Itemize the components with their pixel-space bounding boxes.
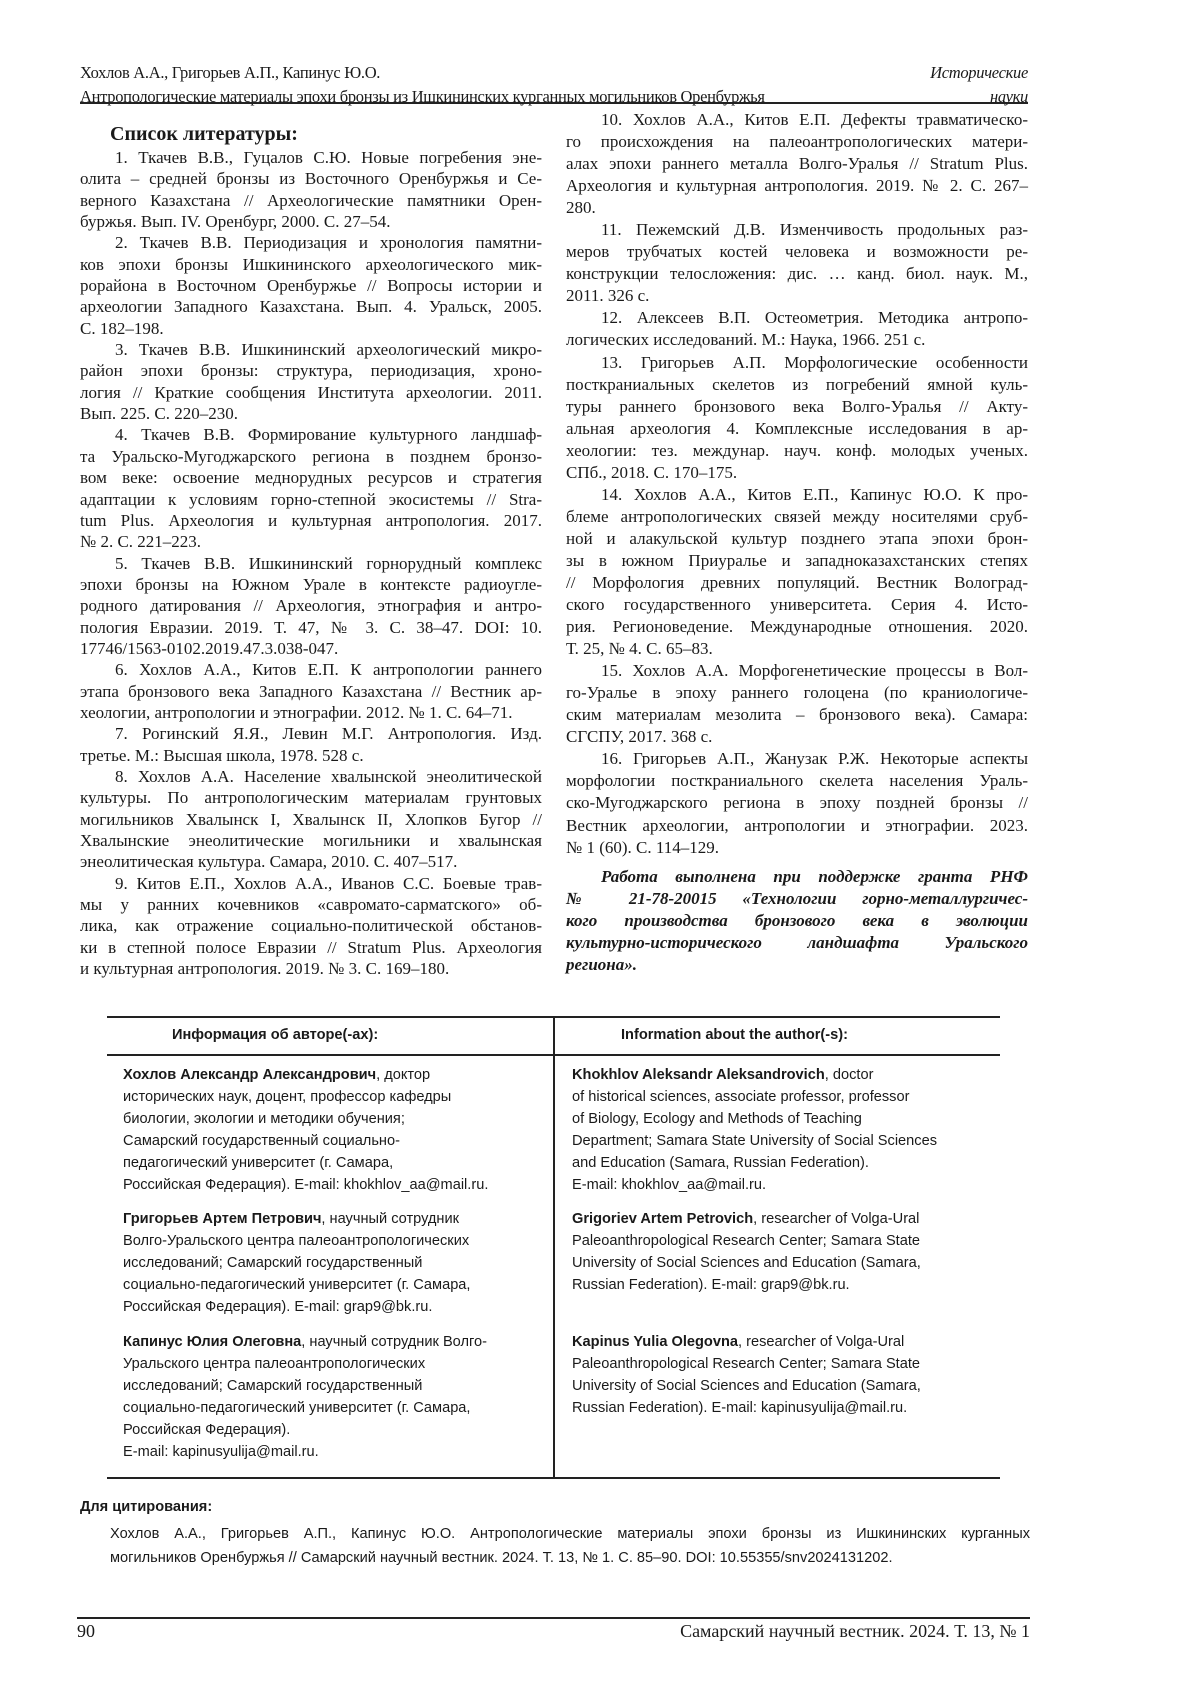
reference-line: хеологии: тез. междунар. науч. конф. молодых ученых. xyxy=(566,440,1028,462)
author-info-line xyxy=(123,1296,470,1318)
author-info-text: , доктор xyxy=(376,1067,430,1083)
author-info-line xyxy=(572,1331,921,1353)
reference-line: эпохи бронзы на Южном Урале в контексте радиоугле- xyxy=(80,574,542,595)
author-name: Khokhlov Aleksandr Aleksandrovich xyxy=(572,1067,825,1083)
grant-line: региона». xyxy=(566,954,1028,976)
grant-line: Работа выполнена при поддержке гранта РНФ xyxy=(566,866,1028,888)
author-info-text: and Education (Samara, Russian Federation). xyxy=(572,1155,869,1171)
reference-line: С. 182–198. xyxy=(80,318,542,339)
footer-rule xyxy=(77,1617,1030,1619)
reference-line: туры раннего бронзового века Волго-Уралья // Акту- xyxy=(566,396,1028,418)
table-column-divider xyxy=(553,1016,555,1478)
reference-line: рорайона в Восточном Оренбуржье // Вопросы истории и xyxy=(80,275,542,296)
author-info-text: Российская Федерация). E-mail: khokhlov_aa@mail.ru. xyxy=(123,1177,488,1193)
reference-line: № 2. С. 221–223. xyxy=(80,531,542,552)
author-info-line xyxy=(572,1274,921,1296)
reference-line: ско-Мугоджарского региона в эпоху поздней бронзы // xyxy=(566,792,1028,814)
references-right-column xyxy=(566,109,1028,859)
reference-item xyxy=(566,484,1028,660)
reference-line: ки в степной полосе Евразии // Stratum Plus. Археология xyxy=(80,937,542,958)
reference-item xyxy=(80,424,542,552)
reference-line: мы у ранних кочевников «савромато-сарматского» об- xyxy=(80,894,542,915)
author-info-text: Department; Samara State University of Social Sciences xyxy=(572,1133,937,1149)
author-info-line xyxy=(123,1208,470,1230)
author-info-line xyxy=(123,1375,487,1397)
author-info-line xyxy=(572,1353,921,1375)
author-info-line xyxy=(572,1130,937,1152)
reference-line: пология Евразии. 2019. Т. 47, № 3. С. 38–47. DOI: 10. xyxy=(80,617,542,638)
author-info-ru xyxy=(123,1064,488,1196)
reference-item xyxy=(80,873,542,980)
reference-line: № 1 (60). С. 114–129. xyxy=(566,837,1028,859)
reference-line: 15. Хохлов А.А. Морфогенетические процессы в Вол- xyxy=(566,660,1028,682)
citation-line: могильников Оренбуржья // Самарский научный вестник. 2024. Т. 13, № 1. С. 85–90. DOI: 10.55355/snv2024131202. xyxy=(110,1546,1030,1570)
author-info-line xyxy=(123,1130,488,1152)
reference-line: хеологии, антропологии и этнографии. 2012. № 1. С. 64–71. xyxy=(80,702,542,723)
reference-line: 3. Ткачев В.В. Ишкининский археологический микро- xyxy=(80,339,542,360)
reference-line: 11. Пежемский Д.В. Изменчивость продольных раз- xyxy=(566,219,1028,241)
reference-line: конструкции телосложения: дис. … канд. биол. наук. М., xyxy=(566,263,1028,285)
reference-line: 2. Ткачев В.В. Периодизация и хронология памятни- xyxy=(80,232,542,253)
reference-line: посткраниальных скелетов из погребений ямной куль- xyxy=(566,374,1028,396)
table-header-ru: Информация об авторе(-ах): xyxy=(172,1027,378,1043)
citation-line: Хохлов А.А., Григорьев А.П., Капинус Ю.О. Антропологические материалы эпохи бронзы из Ишкининских курганных xyxy=(110,1522,1030,1546)
reference-line: культуры. По антропологическим материалам грунтовых xyxy=(80,787,542,808)
reference-line: ским материалам мезолита – бронзового века). Самара: xyxy=(566,704,1028,726)
reference-line: зы в южном Приуралье и западноказахстанских степях xyxy=(566,550,1028,572)
reference-line: район эпохи бронзы: структура, периодизация, хроно- xyxy=(80,360,542,381)
reference-line: морфологии посткраниального скелета населения Ураль- xyxy=(566,770,1028,792)
reference-line: меров трубчатых костей человека и возможности ре- xyxy=(566,241,1028,263)
author-info-line xyxy=(572,1230,921,1252)
author-info-line xyxy=(123,1419,487,1441)
author-info-text: , научный сотрудник xyxy=(321,1211,459,1227)
reference-line: та Уральско-Мугоджарского региона в позднем бронзо- xyxy=(80,446,542,467)
author-info-line xyxy=(123,1086,488,1108)
page-number: 90 xyxy=(77,1621,95,1642)
reference-item xyxy=(80,232,542,339)
reference-item xyxy=(566,352,1028,484)
reference-line: ной и алакульской культур позднего этапа эпохи брон- xyxy=(566,528,1028,550)
reference-line: могильников Хвалынск I, Хвалынск II, Хлопков Бугор // xyxy=(80,809,542,830)
running-header-authors: Хохлов А.А., Григорьев А.П., Капинус Ю.О. xyxy=(80,61,380,85)
author-info-en xyxy=(572,1064,937,1196)
author-info-line xyxy=(572,1252,921,1274)
author-info-line xyxy=(123,1353,487,1375)
reference-line: лика, как отражение социально-политической обстанов- xyxy=(80,915,542,936)
author-info-line xyxy=(572,1208,921,1230)
author-info-text: Paleoanthropological Research Center; Samara State xyxy=(572,1356,920,1372)
reference-line: археологии Западного Казахстана. Вып. 4. Уральск, 2005. xyxy=(80,296,542,317)
reference-item xyxy=(80,553,542,660)
reference-line: 9. Китов Е.П., Хохлов А.А., Иванов С.С. Боевые трав- xyxy=(80,873,542,894)
table-header-en: Information about the author(-s): xyxy=(621,1027,848,1043)
author-info-text: of historical sciences, associate professor, professor xyxy=(572,1089,909,1105)
reference-item xyxy=(566,109,1028,219)
author-info-line xyxy=(572,1064,937,1086)
reference-line: энеолитическая культура. Самара, 2010. С. 407–517. xyxy=(80,851,542,872)
reference-line: Археология и культурная антропология. 2019. № 2. С. 267– xyxy=(566,175,1028,197)
author-info-ru xyxy=(123,1208,470,1318)
author-info-text: Волго-Уральского центра палеоантропологических xyxy=(123,1233,469,1249)
author-info-text: E-mail: khokhlov_aa@mail.ru. xyxy=(572,1177,766,1193)
author-info-text: социально-педагогический университет (г. Самара, xyxy=(123,1400,470,1416)
references-left-column xyxy=(80,147,542,979)
reference-line: Хвалынские энеолитические могильники и хвалынская xyxy=(80,830,542,851)
reference-line: 1. Ткачев В.В., Гуцалов С.Ю. Новые погребения эне- xyxy=(80,147,542,168)
author-info-line xyxy=(123,1152,488,1174)
author-info-text: University of Social Sciences and Education (Samara, xyxy=(572,1378,921,1394)
author-name: Григорьев Артем Петрович xyxy=(123,1211,321,1227)
running-header-title: Антропологические материалы эпохи бронзы из Ишкининских курганных могильников Оренбуржья xyxy=(80,85,765,109)
reference-line: этапа бронзового века Западного Казахстана // Вестник ар- xyxy=(80,681,542,702)
author-info-line xyxy=(572,1086,937,1108)
author-info-text: Russian Federation). E-mail: kapinusyulija@mail.ru. xyxy=(572,1400,907,1416)
reference-line: верного Казахстана // Археологические памятники Орен- xyxy=(80,190,542,211)
reference-line: алах эпохи раннего металла Волго-Уралья // Stratum Plus. xyxy=(566,153,1028,175)
reference-item xyxy=(80,659,542,723)
citation-text xyxy=(110,1522,1030,1570)
references-title: Список литературы: xyxy=(110,123,298,146)
reference-line: олита – средней бронзы из Восточного Оренбуржья и Се- xyxy=(80,168,542,189)
journal-footer: Самарский научный вестник. 2024. Т. 13, № 1 xyxy=(680,1621,1030,1642)
reference-line: блеме антропологических связей между носителями сруб- xyxy=(566,506,1028,528)
reference-line: логия // Краткие сообщения Института археологии. 2011. xyxy=(80,382,542,403)
reference-line: Вестник археологии, антропологии и этнографии. 2023. xyxy=(566,815,1028,837)
author-info-text: Paleoanthropological Research Center; Samara State xyxy=(572,1233,920,1249)
reference-line: 10. Хохлов А.А., Китов Е.П. Дефекты травматическо- xyxy=(566,109,1028,131)
author-info-line xyxy=(123,1441,487,1463)
reference-line: 17746/1563-0102.2019.47.3.038-047. xyxy=(80,638,542,659)
author-name: Капинус Юлия Олеговна xyxy=(123,1334,301,1350)
reference-line: 7. Рогинский Я.Я., Левин М.Г. Антропология. Изд. xyxy=(80,723,542,744)
author-info-text: Российская Федерация). E-mail: grap9@bk.ru. xyxy=(123,1299,432,1315)
author-name: Хохлов Александр Александрович xyxy=(123,1067,376,1083)
reference-line: СПб., 2018. С. 170–175. xyxy=(566,462,1028,484)
reference-item xyxy=(566,307,1028,351)
author-info-text: of Biology, Ecology and Methods of Teaching xyxy=(572,1111,862,1127)
grant-line: культурно-исторического ландшафта Уральского xyxy=(566,932,1028,954)
author-info-line xyxy=(572,1108,937,1130)
author-info-line xyxy=(123,1230,470,1252)
author-info-text: исследований; Самарский государственный xyxy=(123,1378,422,1394)
reference-line: Вып. 225. С. 220–230. xyxy=(80,403,542,424)
reference-line: рия. Регионоведение. Международные отношения. 2020. xyxy=(566,616,1028,638)
author-info-text: , научный сотрудник Волго- xyxy=(301,1334,487,1350)
author-info-line xyxy=(123,1108,488,1130)
reference-line: 6. Хохлов А.А., Китов Е.П. К антропологии раннего xyxy=(80,659,542,680)
author-info-text: педагогический университет (г. Самара, xyxy=(123,1155,393,1171)
grant-line: кого производства бронзового века в эволюции xyxy=(566,910,1028,932)
reference-line: буржья. Вып. IV. Оренбург, 2000. С. 27–54. xyxy=(80,211,542,232)
reference-line: ков эпохи бронзы Ишкининского археологического мик- xyxy=(80,254,542,275)
author-info-text: Самарский государственный социально- xyxy=(123,1133,400,1149)
reference-item xyxy=(566,660,1028,748)
author-info-text: E-mail: kapinusyulija@mail.ru. xyxy=(123,1444,319,1460)
reference-line: 2011. 326 с. xyxy=(566,285,1028,307)
author-info-line xyxy=(123,1064,488,1086)
author-info-text: исторических наук, доцент, профессор кафедры xyxy=(123,1089,451,1105)
author-info-text: биологии, экологии и методики обучения; xyxy=(123,1111,405,1127)
author-name: Kapinus Yulia Olegovna xyxy=(572,1334,738,1350)
author-info-text: социально-педагогический университет (г. Самара, xyxy=(123,1277,470,1293)
reference-line: альная археология 4. Комплексные исследования в ар- xyxy=(566,418,1028,440)
author-info-ru xyxy=(123,1331,487,1463)
reference-line: третье. М.: Высшая школа, 1978. 528 с. xyxy=(80,745,542,766)
author-info-line xyxy=(572,1375,921,1397)
reference-item xyxy=(80,147,542,232)
author-info-en xyxy=(572,1331,921,1419)
header-rule xyxy=(80,102,1028,104)
author-info-text: Российская Федерация). xyxy=(123,1422,290,1438)
reference-line: и культурная антропология. 2019. № 3. С. 169–180. xyxy=(80,958,542,979)
author-info-en xyxy=(572,1208,921,1296)
reference-line: 4. Ткачев В.В. Формирование культурного ландшаф- xyxy=(80,424,542,445)
reference-line: 13. Григорьев А.П. Морфологические особенности xyxy=(566,352,1028,374)
running-header-section: Исторические xyxy=(930,61,1028,85)
reference-item xyxy=(80,723,542,766)
author-info-text: University of Social Sciences and Education (Samara, xyxy=(572,1255,921,1271)
author-info-text: Уральского центра палеоантропологических xyxy=(123,1356,425,1372)
author-info-line xyxy=(123,1274,470,1296)
reference-line: 12. Алексеев В.П. Остеометрия. Методика антропо- xyxy=(566,307,1028,329)
reference-line: 5. Ткачев В.В. Ишкининский горнорудный комплекс xyxy=(80,553,542,574)
reference-item xyxy=(80,766,542,873)
author-info-line xyxy=(572,1174,937,1196)
reference-line: адаптации к условиям горно-степной экосистемы // Stra- xyxy=(80,489,542,510)
grant-line: № 21-78-20015 «Технологии горно-металлургичес- xyxy=(566,888,1028,910)
reference-line: ского государственного университета. Серия 4. Исто- xyxy=(566,594,1028,616)
reference-line: 8. Хохлов А.А. Население хвалынской энеолитической xyxy=(80,766,542,787)
reference-item xyxy=(566,748,1028,858)
author-info-text: , doctor xyxy=(825,1067,874,1083)
reference-item xyxy=(566,219,1028,307)
reference-line: го происхождения на палеоантропологических матери- xyxy=(566,131,1028,153)
reference-line: вом веке: освоение меднорудных ресурсов и стратегия xyxy=(80,467,542,488)
reference-line: го-Уралье в эпоху раннего голоцена (по краниологиче- xyxy=(566,682,1028,704)
author-info-line xyxy=(572,1397,921,1419)
author-info-text: , researcher of Volga-Ural xyxy=(753,1211,919,1227)
reference-line: логических исследований. М.: Наука, 1966. 251 с. xyxy=(566,329,1028,351)
author-info-line xyxy=(123,1174,488,1196)
author-info-line xyxy=(123,1252,470,1274)
reference-item xyxy=(80,339,542,424)
reference-line: 280. xyxy=(566,197,1028,219)
citation-title: Для цитирования: xyxy=(80,1499,212,1515)
running-header-section-2: науки xyxy=(990,85,1028,109)
reference-line: родного датирования // Археология, этнография и антро- xyxy=(80,595,542,616)
reference-line: tum Plus. Археология и культурная антропология. 2017. xyxy=(80,510,542,531)
grant-acknowledgement xyxy=(566,866,1028,976)
reference-line: СГСПУ, 2017. 368 с. xyxy=(566,726,1028,748)
author-info-text: Russian Federation). E-mail: grap9@bk.ru. xyxy=(572,1277,850,1293)
author-info-line xyxy=(572,1152,937,1174)
author-info-text: исследований; Самарский государственный xyxy=(123,1255,422,1271)
reference-line: 16. Григорьев А.П., Жанузак Р.Ж. Некоторые аспекты xyxy=(566,748,1028,770)
author-info-line xyxy=(123,1397,487,1419)
author-info-line xyxy=(123,1331,487,1353)
author-name: Grigoriev Artem Petrovich xyxy=(572,1211,753,1227)
reference-line: Т. 25, № 4. С. 65–83. xyxy=(566,638,1028,660)
reference-line: // Морфология древних популяций. Вестник Волоград- xyxy=(566,572,1028,594)
author-info-text: , researcher of Volga-Ural xyxy=(738,1334,904,1350)
reference-line: 14. Хохлов А.А., Китов Е.П., Капинус Ю.О. К про- xyxy=(566,484,1028,506)
